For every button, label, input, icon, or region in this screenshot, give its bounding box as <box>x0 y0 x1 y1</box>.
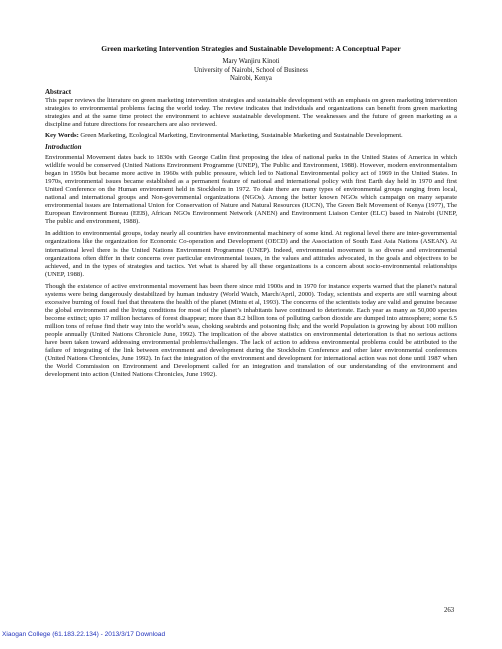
keywords-text: Green Marketing, Ecological Marketing, Environmental Marketing, Sustainable Marketing and Sustainable Development. <box>80 131 403 139</box>
author-block <box>45 58 457 84</box>
abstract-heading: Abstract <box>45 87 72 96</box>
intro-paragraph-2: In addition to environmental groups, today nearly all countries have environmental machinery of some kind. At regional level there are inter-governmental organizations like the organization for Economic Co-operation and Development (OECD) and the Association of South East Asia Nations (ASEAN). At international level there is the United Nations Environment Programme (UNEP). Indeed, environmental movement is so diverse and environmental organizations often differ in their concerns over particular environmental issues, in the values and attitudes advocated, in the goals and objectives to be achieved, and in the types of strategies and tactics. Yet what is shared by all these organizations is a concern about socio-environmental relationships (UNEP, 1988). <box>45 230 457 278</box>
download-notice: Xiaogan College (61.183.22.134) - 2013/3/17 Download <box>2 631 166 638</box>
keywords-label: Key Words: <box>45 131 79 139</box>
article-body <box>45 44 457 379</box>
page-number: 263 <box>444 607 455 614</box>
author-affiliation: University of Nairobi, School of Business <box>193 66 309 74</box>
keywords <box>45 132 457 140</box>
author-location: Nairobi, Kenya <box>230 75 272 83</box>
intro-paragraph-1: Environmental Movement dates back to 1830s with George Catlin first proposing the idea of national parks in the United States of America in which wildlife would be conserved (United Nations Environment Programme (UNEP), The Public and Environment, 1988). However, modern environmentalism began in 1950s but became more active in 1960s with public pressure, which led to National Environmental policy act of 1969 in the United States. In 1970s, environmental issues became established as a permanent feature of national and international policy with first Earth day held in 1970 and first United Conference on the Human environment held in Stockholm in 1972. To date there are many types of environmental groups ranging from local, national and international groups and Non-governmental organizations (NGOs). Among the better known NGOs which campaign on many separate environmental issues are International Union for Conservation of Nature and Natural Resources (IUCN), The Green Belt Movement of Kenya (1977), The European Environment Bureau (EEB), African NGOs Environment Network (ANEN) and Environment Liaison Center (ELC) based in Nairobi (UNEP, The public and environment, 1988). <box>45 154 457 226</box>
paper-title: Green marketing Intervention Strategies and Sustainable Development: A Conceptual Paper <box>101 44 401 53</box>
intro-paragraph-3: Though the existence of active environmental movement has been there since mid 1900s and in 1970 for instance experts warned that the planet’s natural systems were being dangerously destabilized by human industry (World Watch, March/April, 2000). Today, scientists and experts are still warning about excessive burning of fossil fuel that threatens the health of the planet (Mintu et al, 1993). The concerns of the scientists today are valid and genuine because the global environment and the living conditions for most of the planet’s inhabitants have continued to deteriorate. Each year as many as 50,000 species become extinct; upto 17 million hectares of forest disappear; more than 8.2 billion tons of polluting carbon dioxide are dumped into atmosphere; some 6.5 million tons of refuse find their way into the world’s seas, choking seabirds and poisoning fish; and the world Population is growing by about 100 million people annually (United Nations Chronicle June, 1992). The implication of the above statistics on environmental deterioration is that no serious actions have been taken toward addressing environmental problems/challenges. The lack of action to address environmental problems could be attributed to the failure of integrating of the link between environment and development during the Stockholm Conference and other later environmental conferences (United Nations Chronicles, June 1992). In fact the integration of the environment and development for international action was not done until 1987 when the World Commission on Environment and Development called for an integration and translation of our understanding of the environment and development into action (United Nations Chronicles, June 1992). <box>45 282 457 379</box>
author-name: Mary Wanjiru Kinoti <box>222 58 280 65</box>
introduction-heading: Introduction <box>45 143 82 152</box>
abstract-text: This paper reviews the literature on green marketing intervention strategies and sustainable development with an emphasis on green marketing intervention strategies to environmental problems facing the world today. The review indicates that individuals and organizations can benefit from green marketing strategies and at the same time protect the environment to achieve sustainable development. The weaknesses and the future of green marketing as a discipline and future directions for researchers are also reviewed. <box>45 96 457 128</box>
